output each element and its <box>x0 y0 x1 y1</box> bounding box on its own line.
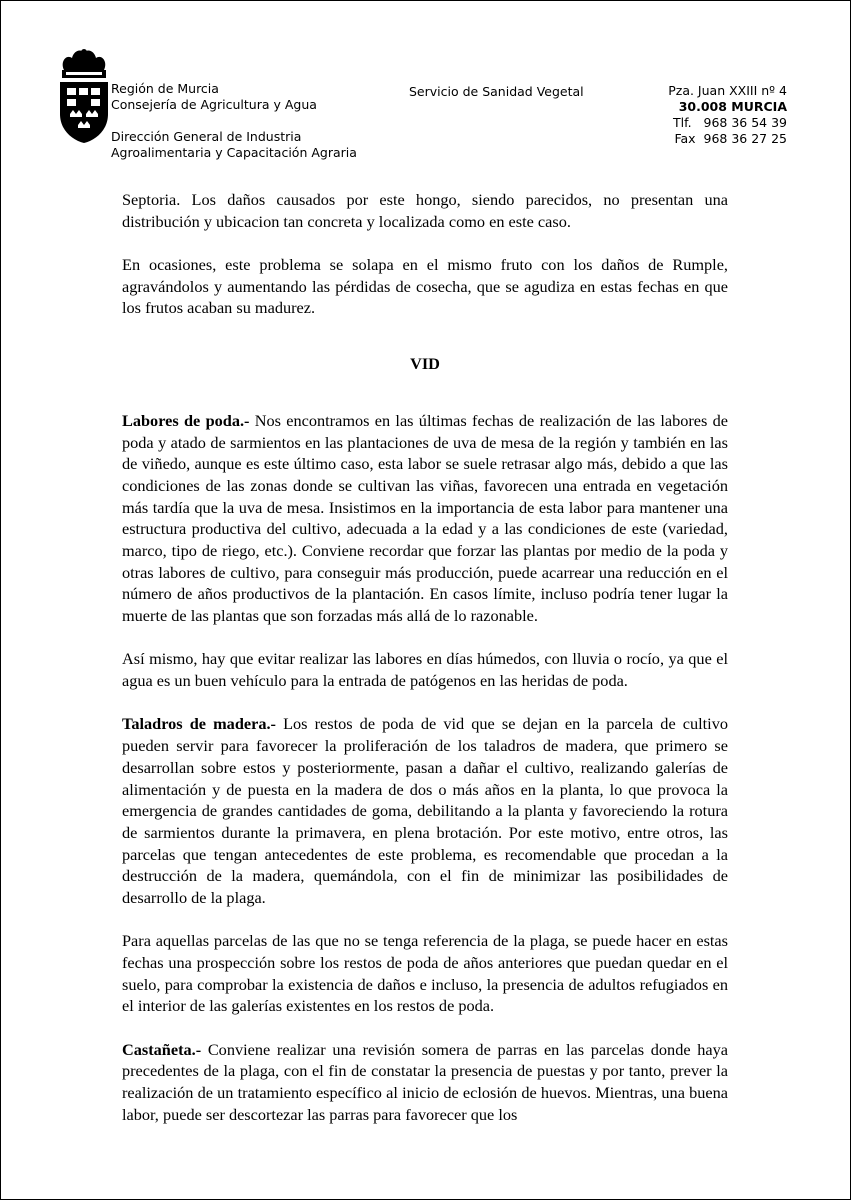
address-city: 30.008 MURCIA <box>678 99 787 114</box>
org-name: Región de Murcia <box>111 81 219 96</box>
paragraph-text: Nos encontramos en las últimas fechas de realización de las labores de poda y atado de sarmientos en las plantaciones de uva de mesa de la región y también en las de viñedo, aunque es este último caso, esta labor se suele retrasar algo más, debido a que las condiciones de las zonas donde se cultivan las viñas, favorecen una entrada en vegetación más tardía que la uva de mesa. Insistimos en la importancia de esta labor para mantener una estructura productiva del cultivo, adecuada a la edad y a las condiciones de este (variedad, marco, tipo de riego, etc.). Conviene recordar que forzar las plantas por medio de la poda y otras labores de cultivo, para conseguir más producción, puede acarrear una reducción en el número de años productivos de la plantación. En casos límite, incluso podría tener lugar la muerte de las plantas que son forzadas más allá de lo razonable. <box>122 410 728 626</box>
org-department: Consejería de Agricultura y Agua <box>111 97 317 112</box>
address-street: Pza. Juan XXIII nº 4 <box>668 83 787 98</box>
letterhead <box>0 0 851 170</box>
paragraph-term: Castañeta.- <box>122 1039 202 1059</box>
paragraph-text: Conviene realizar una revisión somera de parras en las parcelas donde haya precedentes de la plaga, con el fin de constatar la presencia de puestas y por tanto, prever la realización de un tratamiento específico al inicio de eclosión de huevos. Mientras, una buena labor, puede ser descortezar las parras para favorecer que los <box>122 1039 728 1124</box>
organization-block <box>111 81 411 161</box>
paragraph-text: Los restos de poda de vid que se dejan en la parcela de cultivo pueden servir para favorecer la proliferación de los taladros de madera, que primero se desarrollan sobre estos y posteriormente, pasan a dañar el cultivo, realizando galerías de alimentación y de puesta en la madera de dos o más años en la planta, lo que provoca la emergencia de grandes cantidades de goma, debilitando a la planta y favoreciendo la rotura de sarmientos durante la primavera, en plena brotación. Por este motivo, entre otros, las parcelas que tengan antecedentes de este problema, es recomendable que procedan a la destrucción de la madera, quemándola, con el fin de minimizar las posibilidades de desarrollo de la plaga. <box>122 714 728 908</box>
document-body <box>122 189 728 1147</box>
org-directorate: Dirección General de Industria <box>111 129 302 144</box>
org-directorate-cont: Agroalimentaria y Capacitación Agraria <box>111 145 357 160</box>
fax-number: Fax 968 36 27 25 <box>674 131 787 146</box>
service-name: Servicio de Sanidad Vegetal <box>409 84 584 99</box>
paragraph <box>122 713 728 908</box>
paragraph: Así mismo, hay que evitar realizar las labores en días húmedos, con lluvia o rocío, ya que el agua es un buen vehículo para la entrada de patógenos en las heridas de poda. <box>122 649 728 691</box>
section-title: VID <box>410 354 440 374</box>
paragraph-term: Labores de poda.- <box>122 410 250 430</box>
address-block <box>587 83 787 147</box>
coat-of-arms-icon <box>58 48 110 143</box>
paragraph <box>122 410 728 627</box>
paragraph <box>122 1039 728 1126</box>
phone-number: Tlf. 968 36 54 39 <box>673 115 787 130</box>
paragraph: En ocasiones, este problema se solapa en el mismo fruto con los daños de Rumple, agravándolos y aumentando las pérdidas de cosecha, que se agudiza en estas fechas en que los frutos acaban su madurez. <box>122 255 728 318</box>
paragraph-term: Taladros de madera.- <box>122 714 276 734</box>
paragraph: Septoria. Los daños causados por este hongo, siendo parecidos, no presentan una distribución y ubicacion tan concreta y localizada como en este caso. <box>122 190 728 231</box>
paragraph: Para aquellas parcelas de las que no se tenga referencia de la plaga, se puede hacer en estas fechas una prospección sobre los restos de poda de años anteriores que puedan quedar en el suelo, para comprobar la existencia de daños e incluso, la presencia de adultos refugiados en el interior de las galerías existentes en los restos de poda. <box>122 931 728 1016</box>
